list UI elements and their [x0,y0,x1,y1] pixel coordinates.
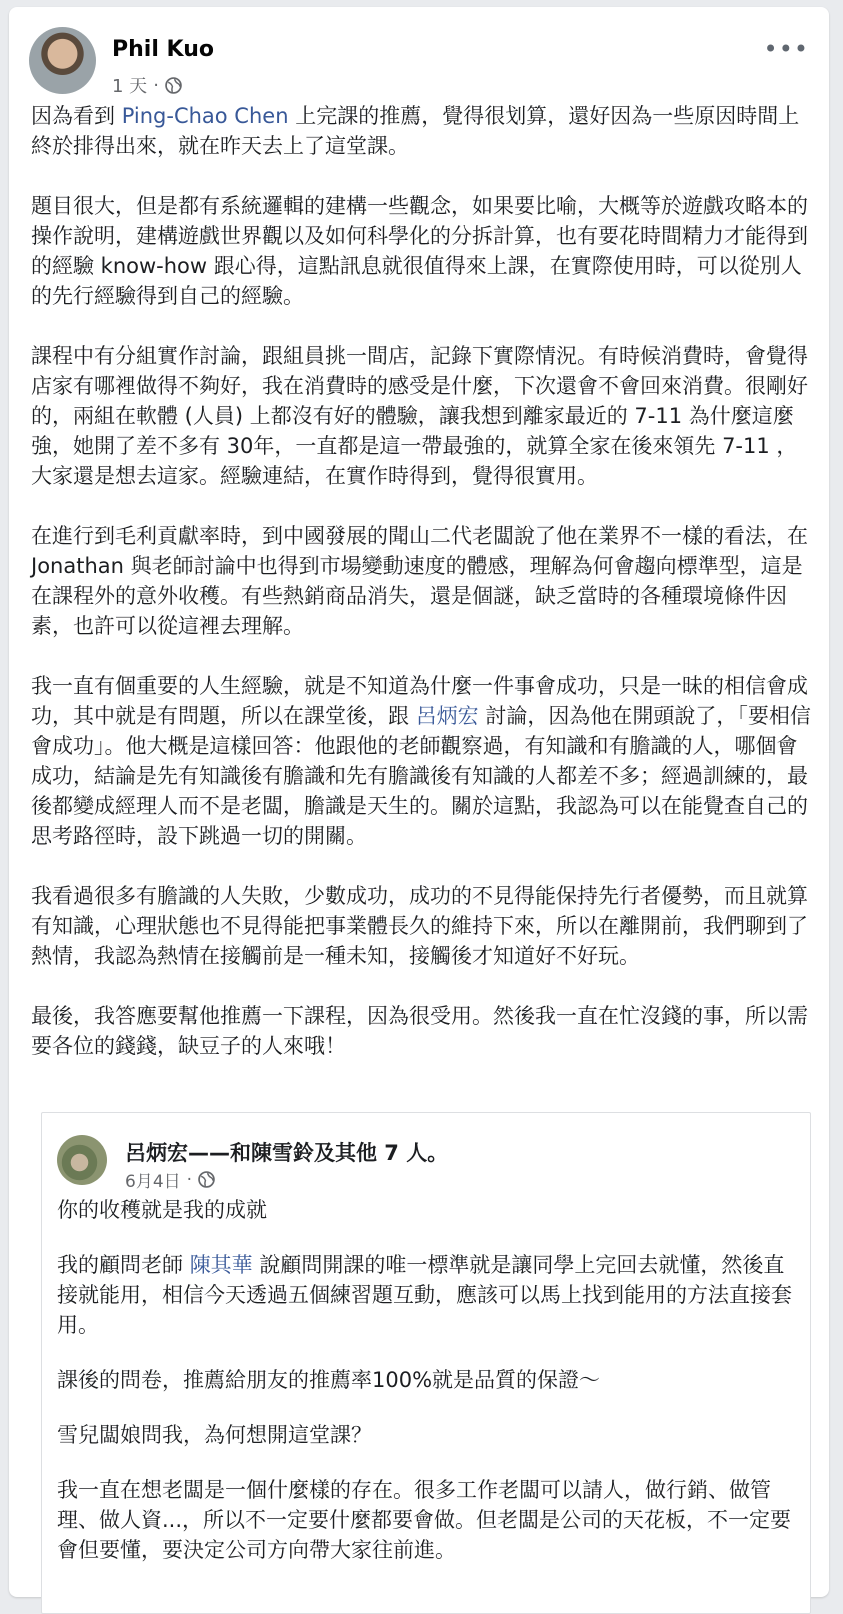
paragraph-text: 題目很大，但是都有系統邏輯的建構一些觀念，如果要比喻，大概等於遊戲攻略本的操作說明，建構遊戲世界觀以及如何科學化的分拆計算，也有要花時間精力才能得到的經驗 know-how 跟心得，這點訊息就很值得來上課，在實際使用時，可以從別人的先行經驗得到自己的經驗。 [31,194,808,308]
post-paragraph [31,881,815,971]
paragraph-text: 討論，因為他在開頭說了，「要相信會成功」。他大概是這樣回答：他跟他的老師觀察過，有知識和有膽識的人，哪個會成功，結論是先有知識後有膽識和先有膽識後有知識的人都差不多；經過訓練的，最後都變成經理人而不是老闆，膽識是天生的。關於這點，我認為可以在能覺查自己的思考路徑時，設下跳過一切的開關。 [31,704,811,848]
paragraph-text: 課後的問卷，推薦給朋友的推薦率100%就是品質的保證～ [57,1368,601,1392]
post-timestamp[interactable]: 1 天 [112,76,148,97]
shared-paragraph [57,1250,792,1340]
paragraph-text: 最後，我答應要幫他推薦一下課程，因為很受用。然後我一直在忙沒錢的事，所以需要各位的錢錢，缺豆子的人來哦！ [31,1004,808,1058]
shared-paragraph [57,1475,792,1565]
meta-separator: · [186,1169,193,1190]
shared-post-meta [125,1167,215,1192]
shared-post-text [57,1195,792,1590]
paragraph-text: 因為看到 [31,104,122,128]
post-paragraph [31,191,815,311]
shared-paragraph [57,1365,792,1395]
paragraph-text: 課程中有分組實作討論，跟組員挑一間店，記錄下實際情況。有時候消費時，會覺得店家有哪裡做得不夠好，我在消費時的感受是什麼，下次還會不會回來消費。很剛好的，兩組在軟體 (人員) 上都沒有好的體驗，讓我想到離家最近的 7-11 為什麼這麼強，她開了差不多有 30年，一直都是這一帶最強的，就算全家在後來領先 7-11 ，大家還是想去這家。經驗連結，在實作時得到，覺得很實用。 [31,344,808,488]
meta-separator: · [153,74,159,96]
post-header [29,27,819,107]
post-paragraph [31,671,815,851]
globe-icon[interactable] [198,1171,215,1188]
post-card [9,7,829,1597]
paragraph-text: 我一直在想老闆是一個什麼樣的存在。很多工作老闆可以請人，做行銷、做管理、做人資...，所以不一定要什麼都要會做。但老闆是公司的天花板，不一定要會但要懂，要決定公司方向帶大家往前進。 [57,1478,792,1562]
paragraph-text: 說顧問開課的唯一標準就是讓同學上完回去就懂，然後直接就能用，相信今天透過五個練習題互動，應該可以馬上找到能用的方法直接套用。 [57,1253,792,1337]
post-paragraph [31,341,815,491]
paragraph-text: 在進行到毛利貢獻率時，到中國發展的聞山二代老闆說了他在業界不一樣的看法，在 Jonathan 與老師討論中也得到市場變動速度的體感，理解為何會趨向標準型，這是在課程外的意外收穫。有些熱銷商品消失，還是個謎，缺乏當時的各種環境條件因素，也許可以從這裡去理解。 [31,524,808,638]
post-paragraph [31,521,815,641]
shared-post-title[interactable]: 呂炳宏——和陳雪鈴及其他 7 人。 [125,1141,449,1165]
mention-link[interactable]: 陳其華 [189,1253,253,1277]
post-meta [112,72,182,98]
post-paragraph [31,101,815,161]
shared-paragraph [57,1195,792,1225]
mention-link[interactable]: Ping-Chao Chen [121,104,289,128]
author-name[interactable]: Phil Kuo [112,37,214,62]
globe-icon[interactable] [165,77,182,94]
more-options-icon[interactable]: ••• [763,35,809,63]
post-paragraph [31,1001,815,1061]
paragraph-text: 我一直有個重要的人生經驗，就是不知道為什麼一件事會成功，只是一昧的相信會成功，其中就是有問題，所以在課堂後，跟 [31,674,808,728]
paragraph-text: 上完課的推薦，覺得很划算，還好因為一些原因時間上終於排得出來，就在昨天去上了這堂課。 [31,104,800,158]
post-text [31,101,815,1091]
paragraph-text: 我的顧問老師 [57,1253,190,1277]
shared-post-timestamp[interactable]: 6月4日 [125,1172,181,1192]
mention-link[interactable]: 呂炳宏 [415,704,479,728]
shared-paragraph [57,1420,792,1450]
paragraph-text: 我看過很多有膽識的人失敗，少數成功，成功的不見得能保持先行者優勢，而且就算有知識，心理狀態也不見得能把事業體長久的維持下來，所以在離開前，我們聊到了熱情，我認為熱情在接觸前是一種未知，接觸後才知道好不好玩。 [31,884,808,968]
shared-author-avatar[interactable] [57,1135,107,1185]
shared-post[interactable] [41,1112,811,1614]
paragraph-text: 雪兒闆娘問我，為何想開這堂課？ [57,1423,372,1447]
author-avatar[interactable] [29,27,96,94]
paragraph-text: 你的收穫就是我的成就 [57,1198,267,1222]
